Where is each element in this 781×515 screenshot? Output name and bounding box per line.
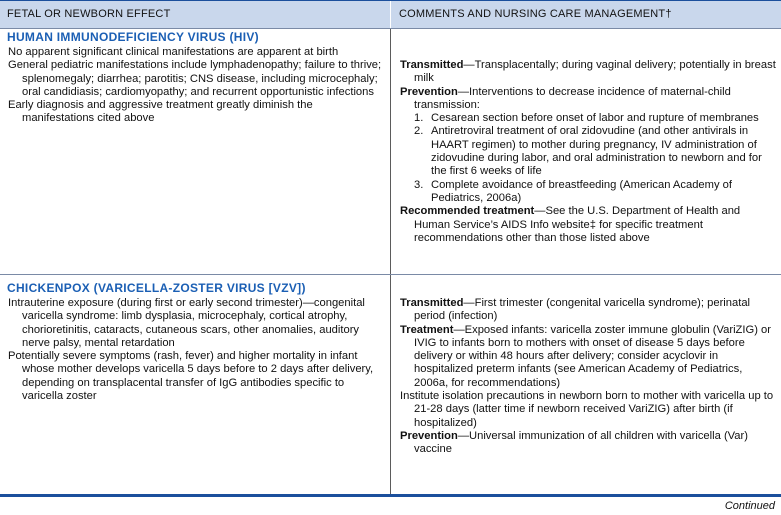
list-item: 2. Antiretroviral treatment of oral zidovudine (and other antivirals in HAART regimen) to mother during pregnancy, IV administration of zidovudine during labor, and oral administration to newborn and for the first 6 weeks of life	[414, 125, 762, 178]
list-item: 3. Complete avoidance of breastfeeding (American Academy of Pediatrics, 2006a)	[414, 178, 732, 204]
vzv-treatment-term: Treatment	[400, 323, 454, 336]
section-rule-vzv	[0, 274, 781, 275]
hiv-prevention-list	[400, 112, 776, 205]
vzv-transmitted-term: Transmitted	[400, 297, 464, 309]
vzv-transmitted-text: —First trimester (congenital varicella syndrome); perinatal period (infection)	[414, 297, 751, 323]
vzv-effect-2: Potentially severe symptoms (rash, fever) and higher mortality in infant whose mother develops varicella 5 days before to 2 days after delivery, depending on transplacental transfer of IgG antibodies specific to varicella zoster	[8, 350, 374, 403]
column-divider	[390, 28, 391, 496]
hiv-effects	[8, 46, 383, 126]
vzv-treatment-text: —Exposed infants: varicella zoster immune globulin (VariZIG) or IVIG to infants born to mothers with onset of disease 5 days before delivery or within 48 hours after delivery; consider acyclovir in hospitalized preterm infants (see American Academy of Pediatrics, 2006a, for recommendations)	[414, 323, 771, 389]
table-bottom-rule	[0, 494, 781, 497]
vzv-comments	[400, 297, 776, 457]
hiv-prevention	[400, 86, 776, 113]
section-title-vzv: CHICKENPOX (VARICELLA-ZOSTER VIRUS [VZV])	[7, 281, 306, 295]
vzv-prevention	[400, 430, 776, 457]
hiv-transmitted-term: Transmitted	[400, 59, 464, 71]
header-divider	[390, 1, 391, 29]
column-header-comments: COMMENTS AND NURSING CARE MANAGEMENT†	[399, 8, 672, 20]
hiv-effect-2: General pediatric manifestations include lymphadenopathy; failure to thrive; splenomegaly; diarrhea; parotitis; CNS disease, including microcephaly; oral candidiasis; cardiomyopathy; and recurrent opportunistic infections	[8, 59, 382, 98]
section-rule-hiv	[0, 28, 781, 29]
hiv-prevention-term: Prevention	[400, 85, 458, 98]
hiv-treatment	[400, 205, 776, 245]
list-item: 1. Cesarean section before onset of labor and rupture of membranes	[414, 112, 759, 125]
hiv-effect-1: No apparent significant clinical manifestations are apparent at birth	[8, 46, 339, 58]
vzv-prevention-text: —Universal immunization of all children with varicella (Var) vaccine	[414, 429, 748, 456]
vzv-isolation: Institute isolation precautions in newborn born to mother with varicella up to 21-28 days (latter time if newborn received VariZIG) after birth (if hospitalized)	[400, 390, 774, 429]
vzv-effects	[8, 297, 383, 403]
vzv-transmitted	[400, 297, 776, 324]
hiv-transmitted-text: —Transplacentally; during vaginal delivery; potentially in breast milk	[414, 59, 776, 85]
section-title-hiv: HUMAN IMMUNODEFICIENCY VIRUS (HIV)	[7, 30, 259, 44]
table-header	[0, 0, 781, 28]
hiv-treatment-text: —See the U.S. Department of Health and Human Service’s AIDS Info website‡ for specific treatment recommendations other than those listed above	[414, 205, 741, 244]
vzv-treatment	[400, 324, 776, 390]
vzv-prevention-term: Prevention	[400, 429, 458, 442]
hiv-treatment-term: Recommended treatment	[400, 205, 535, 218]
column-header-fetal-effect: FETAL OR NEWBORN EFFECT	[7, 8, 171, 20]
hiv-prevention-text: —Interventions to decrease incidence of maternal-child transmission:	[414, 85, 731, 111]
hiv-comments	[400, 46, 776, 245]
hiv-transmitted	[400, 59, 776, 86]
vzv-effect-1: Intrauterine exposure (during first or early second trimester)—congenital varicella syndrome: limb dysplasia, microcephaly, cortical atrophy, chorioretinitis, cataracts, cutaneous scars, other anomalies, auditory nerve palsy, mental retardation	[8, 297, 365, 349]
continued-label: Continued	[724, 500, 775, 512]
hiv-effect-3: Early diagnosis and aggressive treatment greatly diminish the manifestations cited above	[8, 99, 313, 125]
